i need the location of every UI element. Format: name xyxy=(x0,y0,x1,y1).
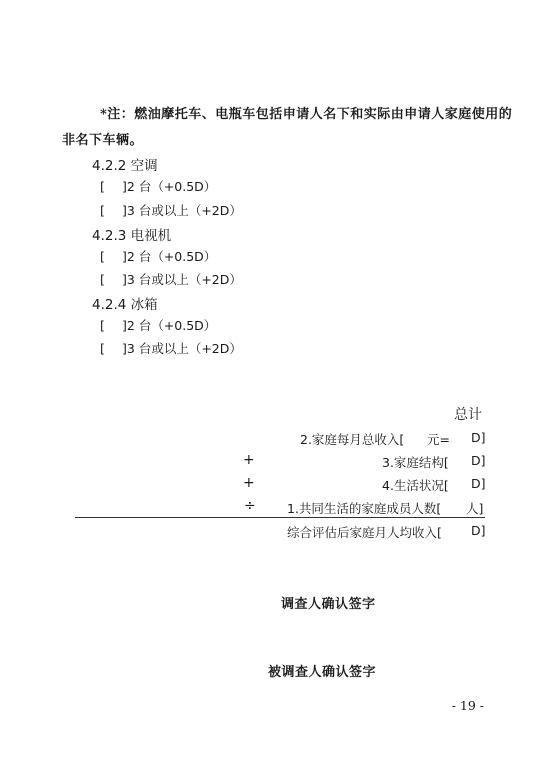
section-heading-tv: 4.2.3 电视机 xyxy=(92,228,172,244)
plus-operator: + xyxy=(243,452,255,468)
section-heading-fridge: 4.2.4 冰箱 xyxy=(92,297,158,313)
option-label: 2 台（+0.5D） xyxy=(126,179,217,194)
summary-row-income xyxy=(300,430,404,448)
page-number: - 19 - xyxy=(451,698,484,713)
note-line-1: *注：燃油摩托车、电瓶车包括申请人名下和实际由申请人家庭使用的 xyxy=(100,107,513,122)
checkbox-close-bracket: ] xyxy=(122,341,127,356)
option-tv-3plus[interactable] xyxy=(100,270,242,288)
row-unit: D] xyxy=(471,453,486,468)
section-heading-air-conditioner: 4.2.2 空调 xyxy=(92,158,158,174)
checkbox-close-bracket: ] xyxy=(122,272,127,287)
investigator-signature-label: 调查人确认签字 xyxy=(281,597,376,612)
row-unit: D] xyxy=(471,430,486,445)
checkbox-close-bracket: ] xyxy=(122,318,127,333)
checkbox-open-bracket: [ xyxy=(100,203,105,218)
divide-operator: ÷ xyxy=(244,498,256,514)
plus-operator: + xyxy=(243,475,255,491)
checkbox-close-bracket: ] xyxy=(122,203,127,218)
checkbox-open-bracket: [ xyxy=(100,272,105,287)
summary-divider xyxy=(75,517,485,518)
checkbox-open-bracket: [ xyxy=(100,179,105,194)
summary-result: 综合评估后家庭月人均收入[ xyxy=(287,525,442,540)
summary-title: 总计 xyxy=(454,407,482,423)
option-label: 3 台或以上（+2D） xyxy=(126,203,242,218)
row-unit: D] xyxy=(471,476,486,491)
option-label: 2 台（+0.5D） xyxy=(126,249,217,264)
option-fridge-3plus[interactable] xyxy=(100,339,242,357)
option-ac-2[interactable] xyxy=(100,177,216,195)
respondent-signature-label: 被调查人确认签字 xyxy=(268,665,377,680)
row-label: 2.家庭每月总收入[ xyxy=(300,432,405,447)
checkbox-open-bracket: [ xyxy=(100,341,105,356)
checkbox-close-bracket: ] xyxy=(122,249,127,264)
option-ac-3plus[interactable] xyxy=(100,201,242,219)
option-fridge-2[interactable] xyxy=(100,316,216,334)
summary-row-members: 1.共同生活的家庭成员人数[ xyxy=(287,501,442,516)
option-tv-2[interactable] xyxy=(100,247,216,265)
row-unit: D] xyxy=(471,523,486,538)
row-middle: 元= xyxy=(427,432,450,447)
row-unit: 人] xyxy=(466,501,484,516)
checkbox-close-bracket: ] xyxy=(122,179,127,194)
summary-row-structure: 3.家庭结构[ xyxy=(382,455,449,470)
option-label: 2 台（+0.5D） xyxy=(126,318,217,333)
option-label: 3 台或以上（+2D） xyxy=(126,341,242,356)
checkbox-open-bracket: [ xyxy=(100,249,105,264)
note-line-2: 非名下车辆。 xyxy=(62,133,144,148)
option-label: 3 台或以上（+2D） xyxy=(126,272,242,287)
checkbox-open-bracket: [ xyxy=(100,318,105,333)
summary-row-living: 4.生活状况[ xyxy=(382,478,449,493)
